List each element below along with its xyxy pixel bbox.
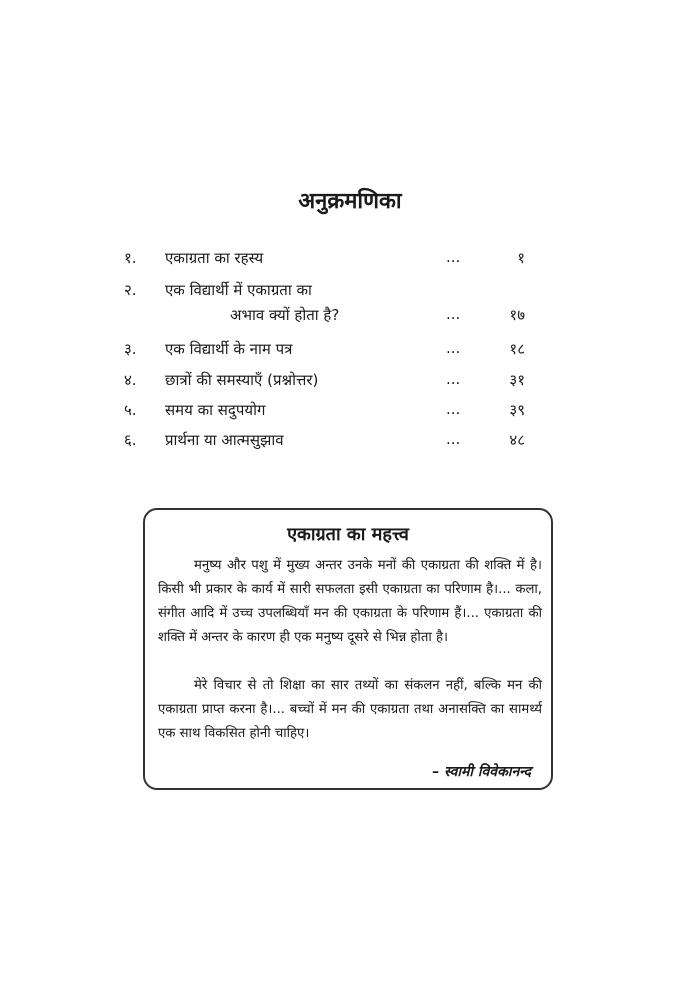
entry-leader: ... (446, 400, 461, 418)
entry-page: ३९ (509, 401, 525, 419)
entry-title: प्रार्थना या आत्मसुझाव (165, 431, 284, 449)
entry-number: ५. (124, 401, 137, 419)
entry-title: छात्रों की समस्याएँ (प्रश्नोत्तर) (165, 371, 319, 389)
quote-title: एकाग्रता का महत्त्व (287, 524, 409, 545)
entry-title: एकाग्रता का रहस्य (165, 249, 264, 267)
toc-entry[interactable] (0, 370, 700, 396)
entry-number: ४. (124, 371, 137, 389)
entry-leader: ... (446, 339, 461, 357)
entry-page: ४८ (509, 431, 525, 449)
entry-leader: ... (446, 430, 461, 448)
entry-title-continued: अभाव क्यों होता है? (230, 306, 340, 324)
entry-number: १. (124, 249, 137, 267)
quote-paragraph-2 (158, 674, 542, 746)
entry-number: २. (124, 281, 137, 299)
toc-entry[interactable] (0, 400, 700, 426)
entry-page: ३१ (509, 371, 525, 389)
quote-paragraph-1 (158, 554, 542, 650)
entry-title: एक विद्यार्थी में एकाग्रता का (165, 281, 312, 299)
toc-entry[interactable] (0, 248, 700, 274)
toc-entry-continuation[interactable] (0, 305, 700, 331)
entry-page: १ (517, 249, 525, 267)
entry-number: ६. (124, 431, 137, 449)
entry-title: एक विद्यार्थी के नाम पत्र (165, 340, 293, 358)
entry-leader: ... (446, 370, 461, 388)
toc-entry[interactable] (0, 430, 700, 456)
entry-title: समय का सदुपयोग (165, 401, 266, 419)
entry-leader: ... (446, 248, 461, 266)
quote-attribution: – स्वामी विवेकानन्द (432, 764, 531, 780)
toc-entry[interactable] (0, 280, 700, 306)
entry-page: १८ (509, 340, 525, 358)
quote-text-2: मेरे विचार से तो शिक्षा का सार तथ्यों का संकलन नहीं, बल्कि मन की एकाग्रता प्राप्त करना है।... बच्चों में मन की एकाग्रता तथा अनासक्ति का सामर्थ्य एक साथ विकसित होनी चाहिए। (158, 678, 542, 741)
toc-title: अनुक्रमणिका (298, 189, 402, 214)
entry-number: ३. (124, 340, 137, 358)
entry-leader: ... (446, 305, 461, 323)
entry-page: १७ (509, 306, 525, 324)
quote-text-1: मनुष्य और पशु में मुख्य अन्तर उनके मनों की एकाग्रता की शक्ति में है। किसी भी प्रकार के कार्य में सारी सफलता इसी एकाग्रता का परिणाम है।... कला, संगीत आदि में उच्च उपलब्धियाँ मन की एकाग्रता के परिणाम हैं।... एकाग्रता की शक्ति में अन्तर के कारण ही एक मनुष्य दूसरे से भिन्न होता है। (158, 558, 542, 645)
quote-box (143, 508, 553, 790)
toc-entry[interactable] (0, 339, 700, 365)
